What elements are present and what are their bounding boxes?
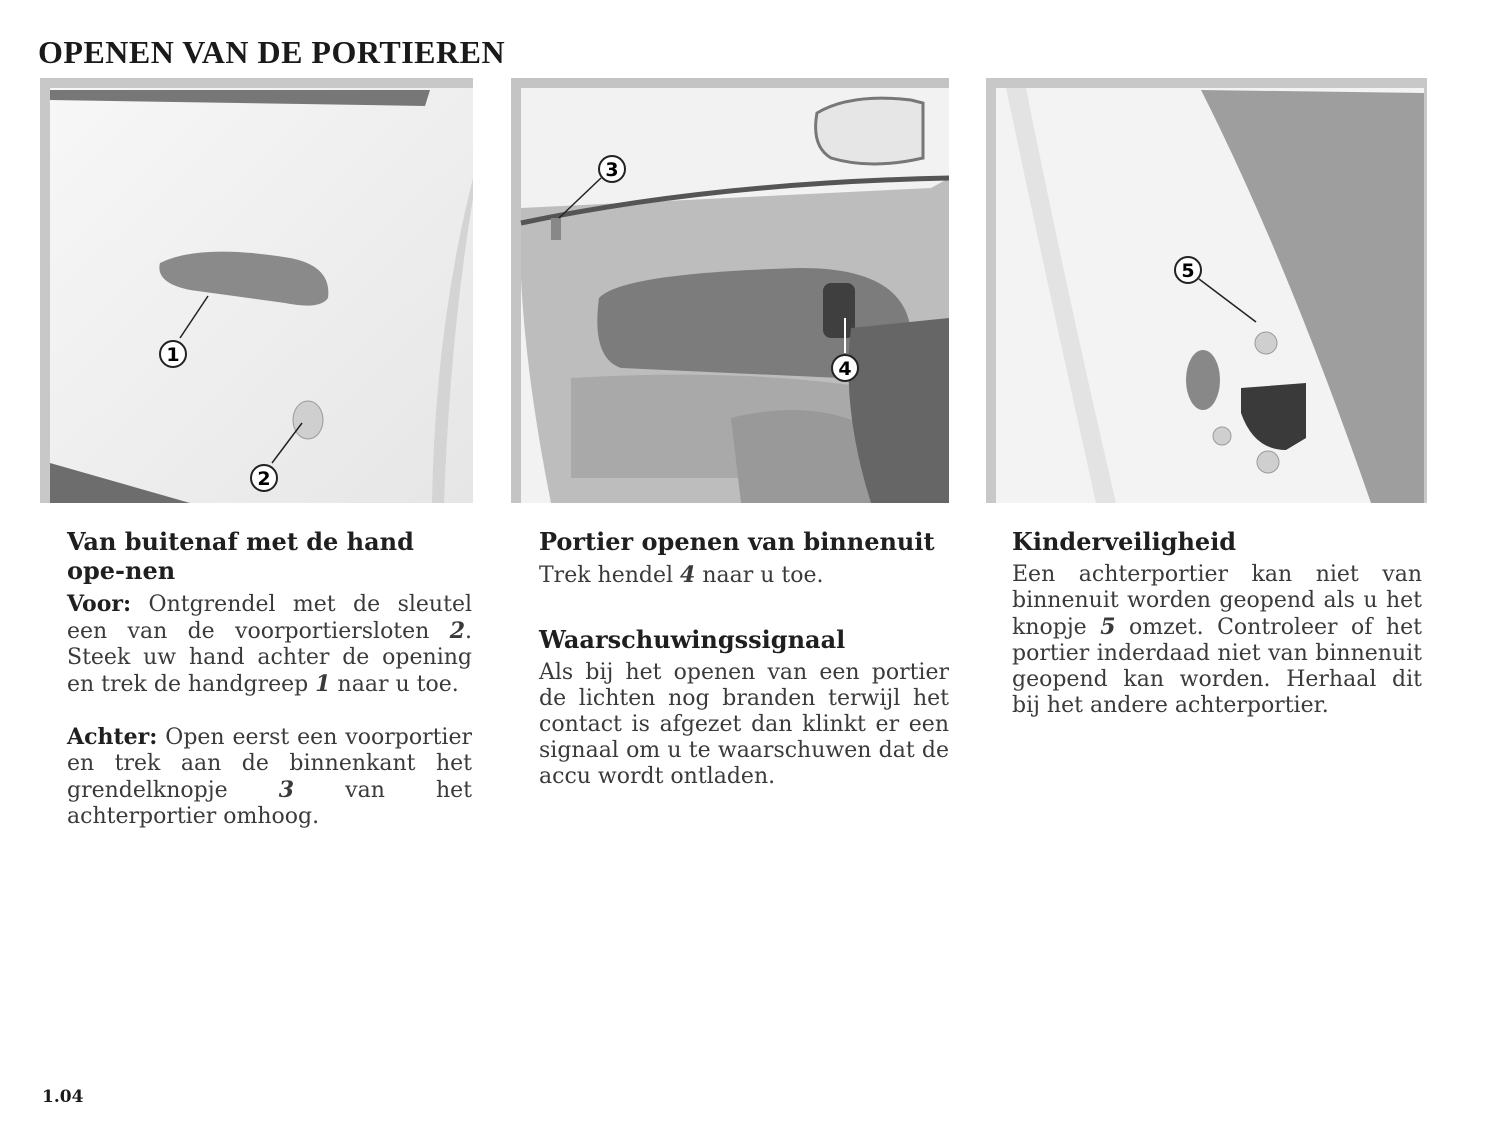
inside-text-2: naar u toe. (695, 563, 824, 588)
ref-number-5: 5 (1100, 614, 1116, 640)
heading-inside: Portier openen van binnenuit (539, 527, 935, 556)
ref-number-4: 4 (680, 562, 696, 588)
voor-text-3: naar u toe. (330, 672, 459, 697)
column-outside (67, 527, 472, 830)
lock-cylinder-shape (293, 401, 323, 439)
outside-handle-illustration (40, 78, 473, 503)
child-text-2: omzet. Controleer of het portier inderdaad niet van binnenuit geopend kan worden. Herhaal dit bij het andere achterportier. (1012, 615, 1422, 718)
page-number: 1.04 (42, 1087, 84, 1107)
ref-number-2: 2 (449, 618, 465, 644)
photo-child-lock (986, 78, 1427, 503)
ref-number-1: 1 (315, 671, 331, 697)
callout-2: 2 (257, 468, 271, 490)
label-voor: Voor: (67, 591, 132, 617)
heading-child-safety: Kinderveiligheid (1012, 527, 1237, 556)
mirror-shape (816, 98, 923, 164)
round-plug-shape (1186, 350, 1220, 410)
paragraph-voor (67, 591, 472, 698)
label-achter: Achter: (67, 724, 158, 750)
achter-text-1: Open eerst een voorportier en trek aan de binnenkant het grendelknopje (67, 725, 472, 803)
ref-number-3: 3 (278, 777, 295, 803)
photo-inside-panel (511, 78, 949, 503)
achter-text-2: van het achterportier omhoog. (67, 778, 473, 829)
paragraph-warning: Als bij het openen van een portier de lichten nog branden terwijl het contact is afgezet dan klinkt er een signaal om u te waarschuwen dat de accu wordt ontladen. (539, 660, 949, 789)
paragraph-inside (539, 562, 949, 589)
photo-outside-handle (40, 78, 473, 503)
child-text-1: Een achterportier kan niet van binnenuit worden geopend als u het knopje (1012, 562, 1422, 640)
column-child-safety (1012, 527, 1422, 719)
callout-4: 4 (838, 358, 852, 380)
page-title: OPENEN VAN DE PORTIEREN (38, 34, 506, 70)
heading-warning: Waarschuwingssignaal (539, 625, 846, 654)
callout-5: 5 (1181, 260, 1195, 282)
voor-text-1: Ontgrendel met de sleutel een van de voorportiersloten (67, 592, 472, 644)
child-lock-illustration (986, 78, 1427, 503)
callout-1: 1 (166, 344, 180, 366)
heading-outside: Van buitenaf met de hand ope-nen (67, 527, 414, 585)
column-inside (539, 527, 949, 790)
callout-3: 3 (605, 159, 619, 181)
lock-knob-shape (551, 218, 561, 240)
paragraph-achter (67, 724, 472, 830)
paragraph-child-safety (1012, 562, 1422, 719)
voor-text-2: . Steek uw hand achter de opening en trek de handgreep (67, 619, 472, 697)
inner-handle-shape (823, 283, 855, 338)
inside-text-1: Trek hendel (539, 563, 681, 588)
inside-panel-illustration (511, 78, 949, 503)
